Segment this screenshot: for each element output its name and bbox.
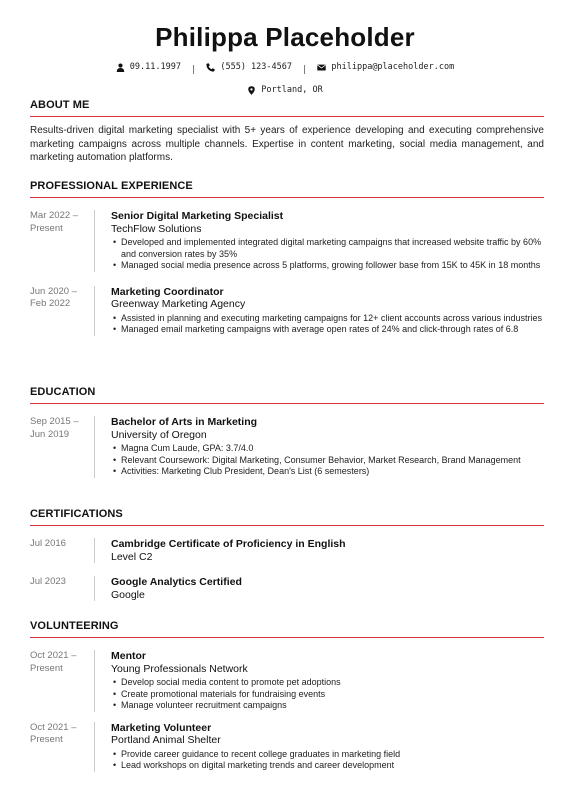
- list-item: • Relevant Coursework: Digital Marketing, Consumer Behavior, Market Research, Brand Management: [121, 455, 544, 467]
- list-item: • Magna Cum Laude, GPA: 3.7/4.0: [121, 443, 544, 455]
- date-end: Feb 2022: [30, 298, 71, 309]
- candidate-name: Philippa Placeholder: [155, 22, 415, 52]
- certification-entry: [30, 538, 544, 563]
- entry-title: Mentor: [111, 650, 146, 662]
- entry-title: Marketing Volunteer: [111, 721, 212, 734]
- separator: |: [191, 65, 197, 75]
- list-item: • Developed and implemented integrated digital marketing campaigns that increased website traffic by 60% and conversion rates by 35%: [121, 237, 544, 260]
- entry-title: Cambridge Certificate of Proficiency in English: [111, 538, 346, 550]
- timeline-bar: [94, 538, 95, 563]
- date-start: Jun 2020 –: [30, 285, 78, 297]
- email-text[interactable]: philippa@placeholder.com: [331, 62, 455, 72]
- dob-text: 09.11.1997: [129, 62, 181, 72]
- section-title: ABOUT ME: [30, 99, 544, 117]
- entry-org: University of Oregon: [111, 428, 207, 441]
- phone-text: (555) 123-4567: [220, 62, 292, 72]
- section-title: EDUCATION: [30, 386, 544, 404]
- entry-org: Level C2: [111, 550, 153, 563]
- experience-entry: [30, 210, 544, 272]
- section-title: PROFESSIONAL EXPERIENCE: [30, 180, 544, 198]
- entry-org: Google: [111, 588, 145, 601]
- certification-entry: [30, 576, 544, 601]
- timeline-bar: [94, 576, 95, 601]
- volunteering-entry: [30, 650, 544, 712]
- timeline-bar: [94, 722, 95, 772]
- list-item: • Assisted in planning and executing marketing campaigns for 12+ client accounts across various industries: [121, 313, 544, 325]
- list-item: • Develop social media content to promote pet adoptions: [121, 677, 544, 689]
- timeline-bar: [94, 650, 95, 712]
- volunteering-entry: [30, 722, 544, 772]
- map-pin-icon: [247, 86, 256, 95]
- date-start: Oct 2021 –: [30, 721, 77, 733]
- list-item: • Managed social media presence across 5 platforms, growing follower base from 15K to 45K in 18 months: [121, 260, 544, 272]
- email-item: [317, 61, 454, 74]
- date-start: Oct 2021 –: [30, 650, 77, 661]
- entry-date: [30, 650, 94, 712]
- experience-entry: [30, 286, 544, 336]
- about-section: [30, 99, 544, 165]
- entry-org: TechFlow Solutions: [111, 222, 202, 235]
- timeline-bar: [94, 416, 95, 478]
- date-end: Present: [30, 662, 63, 674]
- date-end: Present: [30, 222, 63, 234]
- about-text: Results-driven digital marketing specialist with 5+ years of experience developing and executing comprehensive marketing campaigns across multiple channels. Expertise in content marketing, social media management, and marketing automation platforms.: [30, 125, 544, 163]
- dob-item: [116, 61, 181, 74]
- education-entry: [30, 416, 544, 478]
- section-title: VOLUNTEERING: [30, 620, 544, 638]
- timeline-bar: [94, 210, 95, 272]
- date-end: Present: [30, 734, 63, 745]
- volunteering-section: [30, 620, 544, 772]
- list-item: • Manage volunteer recruitment campaigns: [121, 700, 544, 712]
- list-item: • Activities: Marketing Club President, Dean's List (6 semesters): [121, 466, 544, 478]
- envelope-icon: [317, 63, 326, 72]
- location-item: [247, 84, 322, 97]
- entry-title: Bachelor of Arts in Marketing: [111, 416, 258, 428]
- entry-org: Young Professionals Network: [111, 662, 248, 675]
- entry-org: Portland Animal Shelter: [111, 734, 221, 746]
- list-item: • Lead workshops on digital marketing trends and career development: [121, 760, 544, 772]
- date-end: Jun 2019: [30, 428, 70, 440]
- entry-date: [30, 416, 94, 478]
- list-item: • Managed email marketing campaigns with average open rates of 24% and click-through rates of 6.8: [121, 324, 544, 336]
- phone-icon: [206, 63, 215, 72]
- phone-item: [206, 61, 292, 74]
- education-section: [30, 386, 544, 478]
- entry-date: Jul 2016: [30, 538, 66, 549]
- entry-title: Google Analytics Certified: [111, 576, 242, 588]
- timeline-bar: [94, 286, 95, 336]
- entry-date: [30, 722, 94, 772]
- list-item: • Create promotional materials for fundraising events: [121, 689, 544, 701]
- location-text: Portland, OR: [261, 85, 323, 95]
- experience-section: [30, 180, 544, 336]
- contact-info: [0, 61, 570, 100]
- entry-title: Senior Digital Marketing Specialist: [111, 210, 284, 222]
- certifications-section: [30, 508, 544, 601]
- person-icon: [116, 63, 125, 72]
- section-title: CERTIFICATIONS: [30, 508, 544, 526]
- entry-org: Greenway Marketing Agency: [111, 298, 246, 310]
- list-item: • Provide career guidance to recent college graduates in marketing field: [121, 749, 544, 761]
- date-start: Mar 2022 –: [30, 210, 79, 221]
- date-start: Sep 2015 –: [30, 416, 79, 427]
- entry-date: [30, 210, 94, 272]
- entry-date: Jul 2023: [30, 576, 66, 587]
- separator: |: [302, 65, 308, 75]
- entry-date: [30, 286, 94, 336]
- entry-title: Marketing Coordinator: [111, 285, 224, 298]
